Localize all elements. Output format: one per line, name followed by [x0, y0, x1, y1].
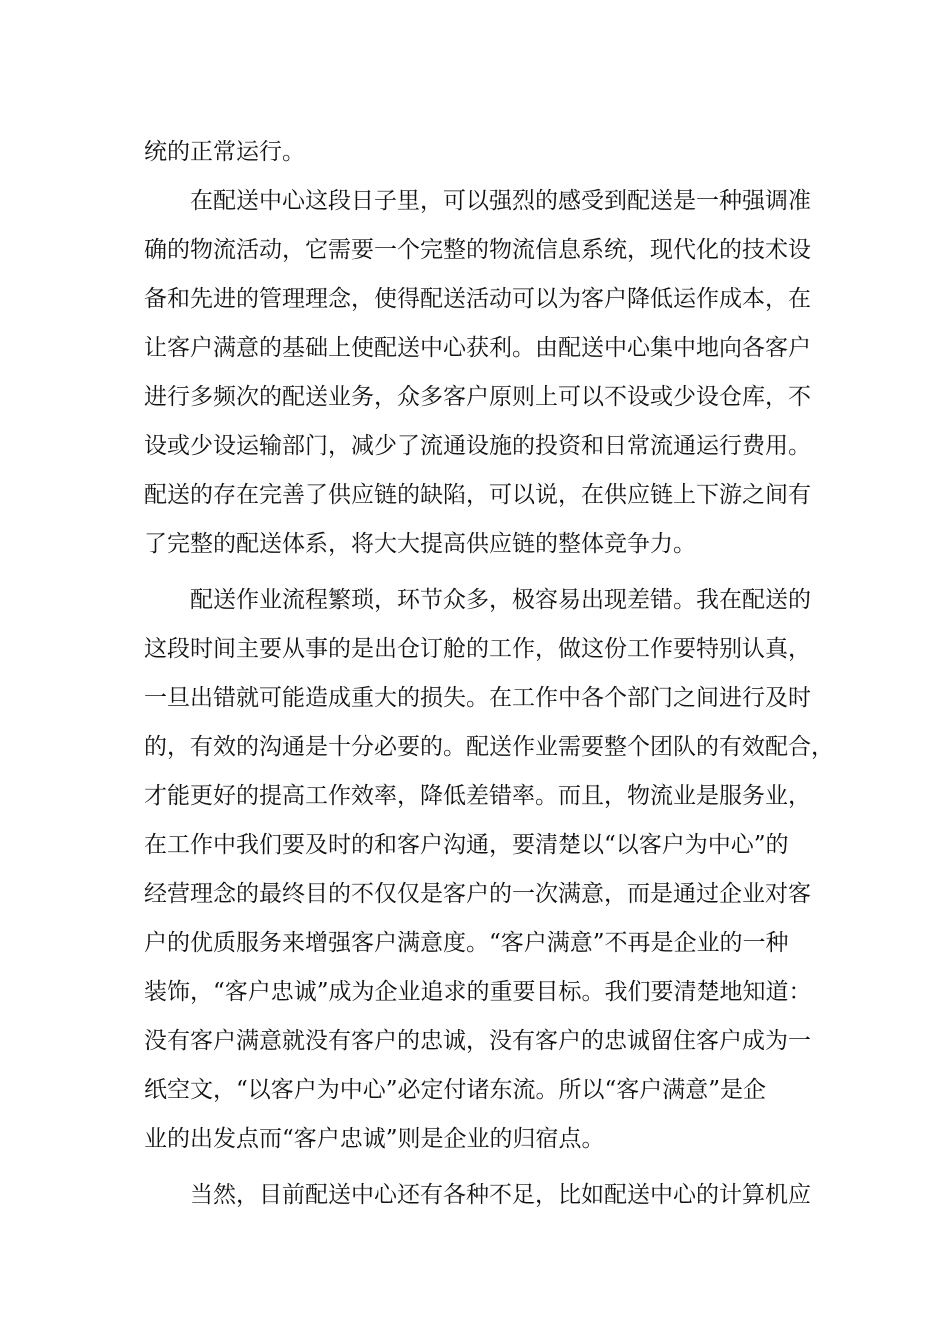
text-line-5: 让客户满意的基础上使配送中心获利。由配送中心集中地向各客户 [144, 335, 811, 361]
text-line-9: 了完整的配送体系，将大大提高供应链的整体竞争力。 [144, 531, 696, 557]
text-line-4: 备和先进的管理理念，使得配送活动可以为客户降低运作成本，在 [144, 286, 811, 312]
text-line-10: 配送作业流程繁琐，环节众多，极容易出现差错。我在配送的 [190, 587, 811, 613]
text-line-19: 没有客户满意就没有客户的忠诚，没有客户的忠诚留住客户成为一 [144, 1028, 811, 1054]
text-line-18: 装饰，“客户忠诚”成为企业追求的重要目标。我们要清楚地知道： [144, 979, 812, 1005]
text-line-14: 才能更好的提高工作效率，降低差错率。而且，物流业是服务业， [144, 783, 811, 809]
text-line-7: 设或少设运输部门，减少了流通设施的投资和日常流通运行费用。 [144, 433, 811, 459]
text-line-22: 当然，目前配送中心还有各种不足，比如配送中心的计算机应 [190, 1182, 811, 1208]
text-line-13: 的，有效的沟通是十分必要的。配送作业需要整个团队的有效配合， [144, 734, 834, 760]
text-line-3: 确的物流活动，它需要一个完整的物流信息系统，现代化的技术设 [144, 237, 811, 263]
text-line-12: 一旦出错就可能造成重大的损失。在工作中各个部门之间进行及时 [144, 685, 811, 711]
text-line-6: 进行多频次的配送业务，众多客户原则上可以不设或少设仓库，不 [144, 384, 811, 410]
text-line-2: 在配送中心这段日子里，可以强烈的感受到配送是一种强调准 [190, 188, 811, 214]
text-line-17: 户的优质服务来增强客户满意度。“客户满意”不再是企业的一种 [144, 930, 789, 956]
text-line-1: 统的正常运行。 [144, 139, 305, 165]
text-line-21: 业的出发点而“客户忠诚”则是企业的归宿点。 [144, 1126, 605, 1152]
text-line-16: 经营理念的最终目的不仅仅是客户的一次满意，而是通过企业对客 [144, 881, 811, 907]
text-line-15: 在工作中我们要及时的和客户沟通，要清楚以“以客户为中心”的 [144, 832, 789, 858]
text-line-11: 这段时间主要从事的是出仓订舱的工作，做这份工作要特别认真， [144, 636, 811, 662]
text-line-20: 纸空文，“以客户为中心”必定付诸东流。所以“客户满意”是企 [144, 1077, 767, 1103]
text-line-8: 配送的存在完善了供应链的缺陷，可以说，在供应链上下游之间有 [144, 482, 811, 508]
